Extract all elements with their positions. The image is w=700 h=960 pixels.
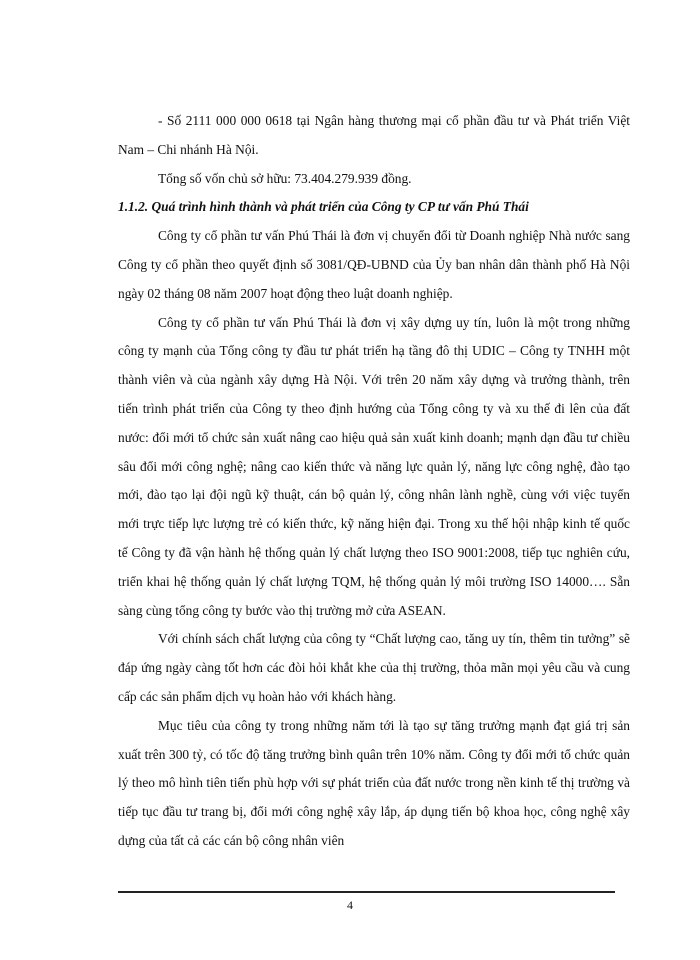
- page-number: 4: [347, 898, 353, 912]
- body-paragraph: Mục tiêu của công ty trong những năm tới là tạo sự tăng trưởng mạnh đạt giá trị sản xuất trên 300 tỷ, có tốc độ tăng trưởng bình quân trên 10% năm. Công ty đổi mới tổ chức quản lý theo mô hình tiên tiến phù hợp với sự phát triển của đất nước trong nền kinh tế thị trường và tiếp tục đầu tư trang bị, đổi mới công nghệ xây lắp, áp dụng tiến bộ khoa học, công nghệ xây dựng của tất cả các cán bộ công nhân viên: [118, 717, 630, 848]
- page-content: [118, 107, 630, 856]
- equity-paragraph: Tổng số vốn chủ sở hữu: 73.404.279.939 đồng.: [158, 170, 412, 186]
- section-heading: 1.1.2. Quá trình hình thành và phát triển của Công ty CP tư vấn Phú Thái: [118, 199, 529, 215]
- body-paragraph: Công ty cổ phần tư vấn Phú Thái là đơn vị chuyển đổi từ Doanh nghiệp Nhà nước sang Công ty cổ phần theo quyết định số 3081/QĐ-UBND của Ủy ban nhân dân thành phố Hà Nội ngày 02 tháng 08 năm 2007 hoạt động theo luật doanh nghiệp.: [118, 228, 630, 301]
- body-paragraph: Với chính sách chất lượng của công ty “Chất lượng cao, tăng uy tín, thêm tin tưởng” sẽ đáp ứng ngày càng tốt hơn các đòi hỏi khắt khe của thị trường, thỏa mãn mọi yêu cầu và cung cấp các sản phẩm dịch vụ hoàn hảo với khách hàng.: [118, 631, 630, 704]
- bank-account-paragraph: - Số 2111 000 000 0618 tại Ngân hàng thương mại cổ phần đầu tư và Phát triển Việt Nam – Chi nhánh Hà Nội.: [118, 113, 630, 157]
- footer-divider: [118, 891, 615, 893]
- body-paragraph: Công ty cổ phần tư vấn Phú Thái là đơn vị xây dựng uy tín, luôn là một trong những công ty mạnh của Tổng công ty đầu tư phát triển hạ tầng đô thị UDIC – Công ty TNHH một thành viên và của ngành xây dựng Hà Nội. Với trên 20 năm xây dựng và trưởng thành, trên tiến trình phát triển của Công ty theo định hướng của Tổng công ty và xu thế đi lên của đất nước: đổi mới tổ chức sản xuất nâng cao hiệu quả sản xuất kinh doanh; mạnh dạn đầu tư chiều sâu đổi mới công nghệ; nâng cao kiến thức và năng lực quản lý, năng lực công nghệ, đào tạo mới, đào tạo lại đội ngũ kỹ thuật, cán bộ quản lý, công nhân lành nghề, cùng với việc tuyển mới trực tiếp lực lượng trẻ có kiến thức, kỹ năng hiện đại. Trong xu thế hội nhập kinh tế quốc tế Công ty đã vận hành hệ thống quản lý chất lượng theo ISO 9001:2008, tiếp tục nghiên cứu, triển khai hệ thống quản lý chất lượng TQM, hệ thống quản lý môi trường ISO 14000…. Sẵn sàng cùng tổng công ty bước vào thị trường mở cửa ASEAN.: [118, 314, 630, 618]
